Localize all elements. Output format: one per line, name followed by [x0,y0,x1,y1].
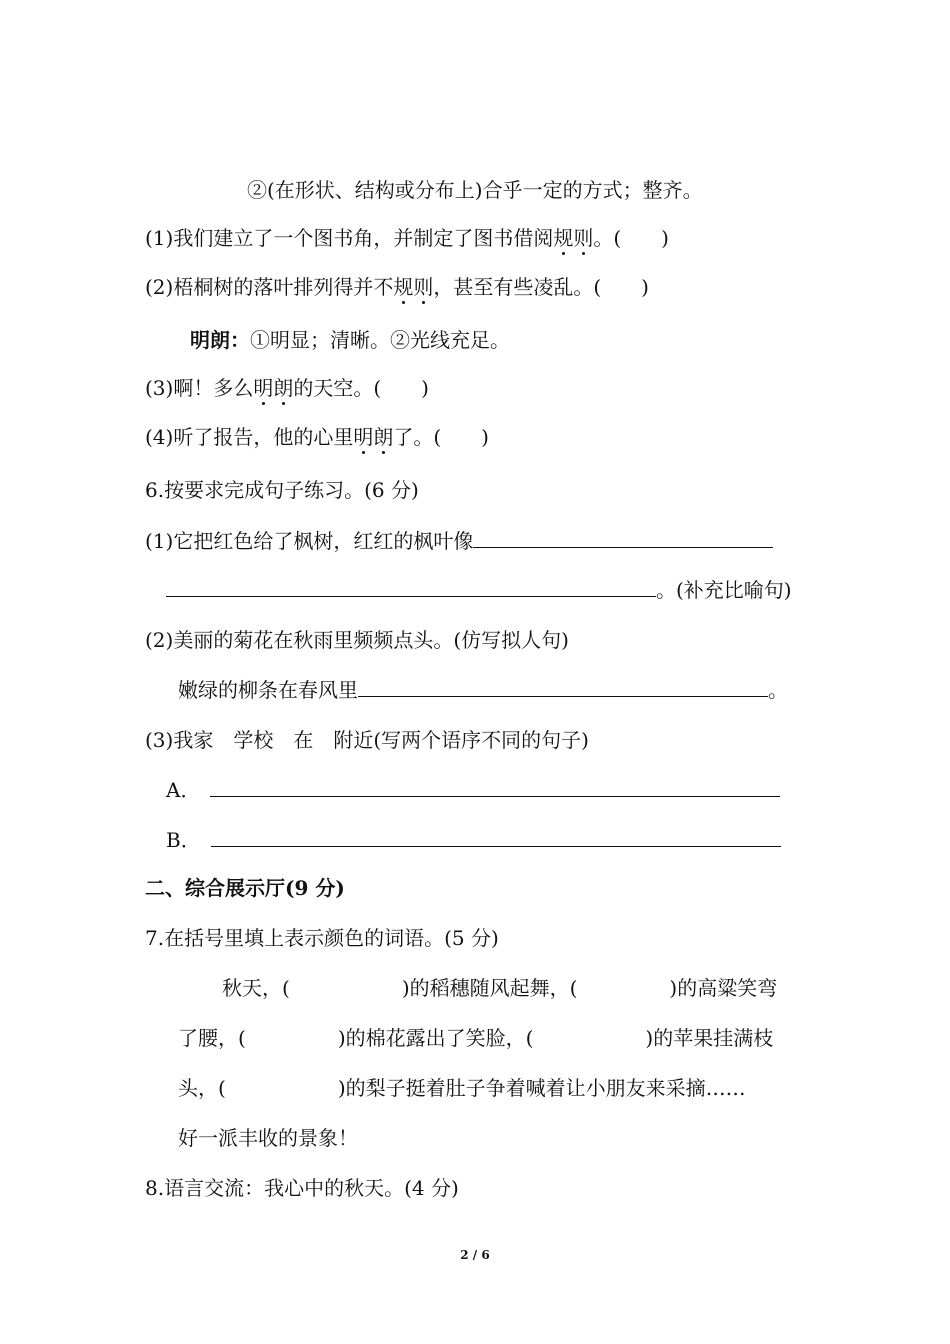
definition-rule-2 [247,176,703,204]
answer-bracket[interactable]: 。( ) [593,226,669,250]
answer-blank[interactable] [211,826,781,847]
paragraph-text: )的梨子挺着肚子争着喊着让小朋友来采摘…… [337,1076,746,1100]
dotted-char: 规 [553,226,574,250]
question-text: (3)啊！多么 [145,376,254,400]
question-text: (2)美丽的菊花在秋雨里频频点头。(仿写拟人句) [145,628,569,652]
question-text: (1)我们建立了一个图书角，并制定了图书借阅 [145,226,554,250]
dotted-char: 规 [393,275,414,299]
question-6-1-continued [166,576,792,604]
question-6-2 [145,626,569,654]
dotted-char: 则 [573,226,594,250]
question-text: (3)我家 学校 在 附近(写两个语序不同的句子) [145,728,589,752]
paragraph-text: )的稻穗随风起舞，( [401,976,578,1000]
question-text: (2)梧桐树的落叶排列得并不 [145,275,394,299]
question-5-1 [145,224,669,252]
question-6-title [145,476,419,504]
answer-blank[interactable] [210,776,780,797]
question-6-2-answer [178,676,788,704]
definition-text: ②(在形状、结构或分布上)合乎一定的方式；整齐。 [247,178,703,202]
question-7-paragraph-line-2 [178,1024,773,1052]
dotted-char: 朗 [273,376,294,400]
paragraph-text: )的高粱笑弯 [669,976,778,1000]
definition-word: 明朗： [190,328,250,352]
sentence-end: 。 [768,678,788,702]
question-7-paragraph-line-4 [178,1124,358,1152]
question-7-title [145,924,499,952]
question-title: 7.在括号里填上表示颜色的词语。(5 分) [145,926,499,950]
question-5-4 [145,423,489,451]
question-text: (4)听了报告，他的心里 [145,425,354,449]
question-hint: 。(补充比喻句) [656,578,792,602]
question-6-3 [145,726,589,754]
dotted-char: 明 [353,425,374,449]
question-5-2 [145,273,649,301]
answer-blank[interactable] [358,676,768,697]
paragraph-text: 头，( [178,1076,226,1100]
paragraph-text: 了腰，( [178,1026,246,1050]
section-2-title [145,874,345,902]
answer-blank[interactable] [473,527,773,548]
paragraph-text: )的苹果挂满枝 [645,1026,774,1050]
answer-bracket[interactable]: 的天空。( ) [293,376,429,400]
paragraph-text: )的棉花露出了笑脸，( [337,1026,534,1050]
paragraph-text: 好一派丰收的景象！ [178,1126,358,1150]
question-text: (1)它把红色给了枫树，红红的枫叶像 [145,529,474,553]
question-7-paragraph-line-1 [222,974,777,1002]
definition-text: ①明显；清晰。②光线充足。 [250,328,510,352]
section-title: 二、综合展示厅(9 分) [145,876,345,900]
question-8-title [145,1174,459,1202]
question-6-1 [145,527,773,555]
question-title: 8.语言交流：我心中的秋天。(4 分) [145,1176,459,1200]
question-7-paragraph-line-3 [178,1074,746,1102]
page-number-text: 2 / 6 [460,1248,490,1262]
dotted-char: 明 [253,376,274,400]
question-6-3-a [166,776,780,804]
question-5-3 [145,374,429,402]
answer-bracket[interactable]: 了。( ) [393,425,489,449]
answer-bracket[interactable]: ，甚至有些凌乱。( ) [433,275,649,299]
question-title: 6.按要求完成句子练习。(6 分) [145,478,419,502]
dotted-char: 朗 [373,425,394,449]
option-label: A． [166,778,201,802]
answer-blank[interactable] [166,576,656,597]
page-number [0,1248,950,1262]
option-label: B． [166,828,201,852]
paragraph-text: 秋天，( [222,976,290,1000]
dotted-char: 则 [413,275,434,299]
definition-mingliang [190,326,510,354]
question-6-3-b [166,826,781,854]
sentence-lead: 嫩绿的柳条在春风里 [178,678,358,702]
